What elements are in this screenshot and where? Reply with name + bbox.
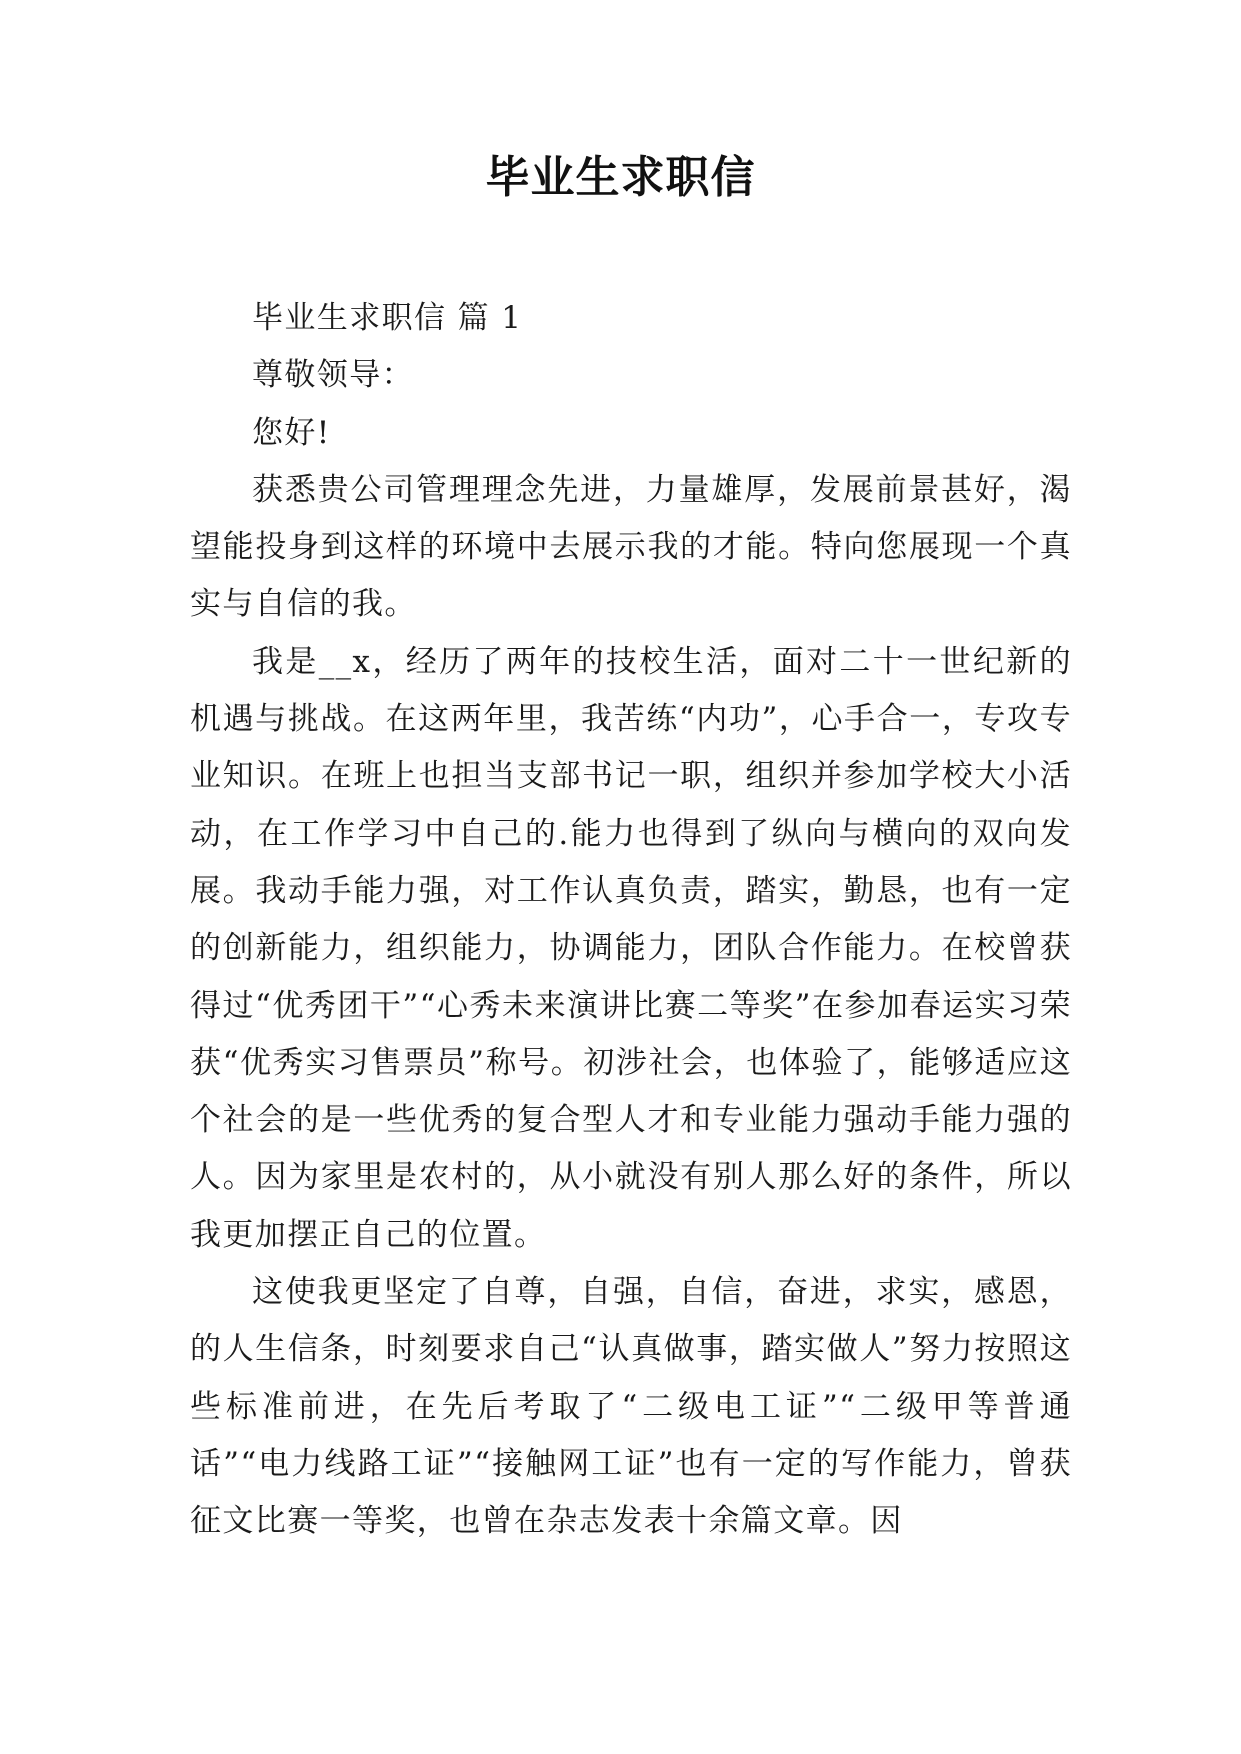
paragraph-intro: 获悉贵公司管理理念先进，力量雄厚，发展前景甚好，渴望能投身到这样的环境中去展示我的才能。特向您展现一个真实与自信的我。 (190, 471, 1072, 623)
document-title: 毕业生求职信 (485, 152, 756, 203)
salutation: 尊敬领导： (252, 357, 414, 394)
section-heading: 毕业生求职信 篇 1 (252, 300, 523, 336)
document-body (190, 290, 1072, 1551)
paragraph-experience: 我是__x，经历了两年的技校生活，面对二十一世纪新的机遇与挑战。在这两年里，我苦练“内功”，心手合一，专攻专业知识。在班上也担当支部书记一职，组织并参加学校大小活动，在工作学习中自己的.能力也得到了纵向与横向的双向发展。我动手能力强，对工作认真负责，踏实，勤恳，也有一定的创新能力，组织能力，协调能力，团队合作能力。在校曾获得过“优秀团干”“心秀未来演讲比赛二等奖”在参加春运实习荣获“优秀实习售票员”称号。初涉社会，也体验了，能够适应这个社会的是一些优秀的复合型人才和专业能力强动手能力强的人。因为家里是农村的，从小就没有别人那么好的条件，所以我更加摆正自己的位置。 (190, 643, 1072, 1253)
greeting: 您好! (252, 414, 331, 451)
paragraph-beliefs: 这使我更坚定了自尊，自强，自信，奋进，求实，感恩，的人生信条，时刻要求自己“认真做事，踏实做人”努力按照这些标准前进，在先后考取了“二级电工证”“二级甲等普通话”“电力线路工证”“接触网工证”也有一定的写作能力，曾获征文比赛一等奖，也曾在杂志发表十余篇文章。因 (190, 1274, 1072, 1540)
